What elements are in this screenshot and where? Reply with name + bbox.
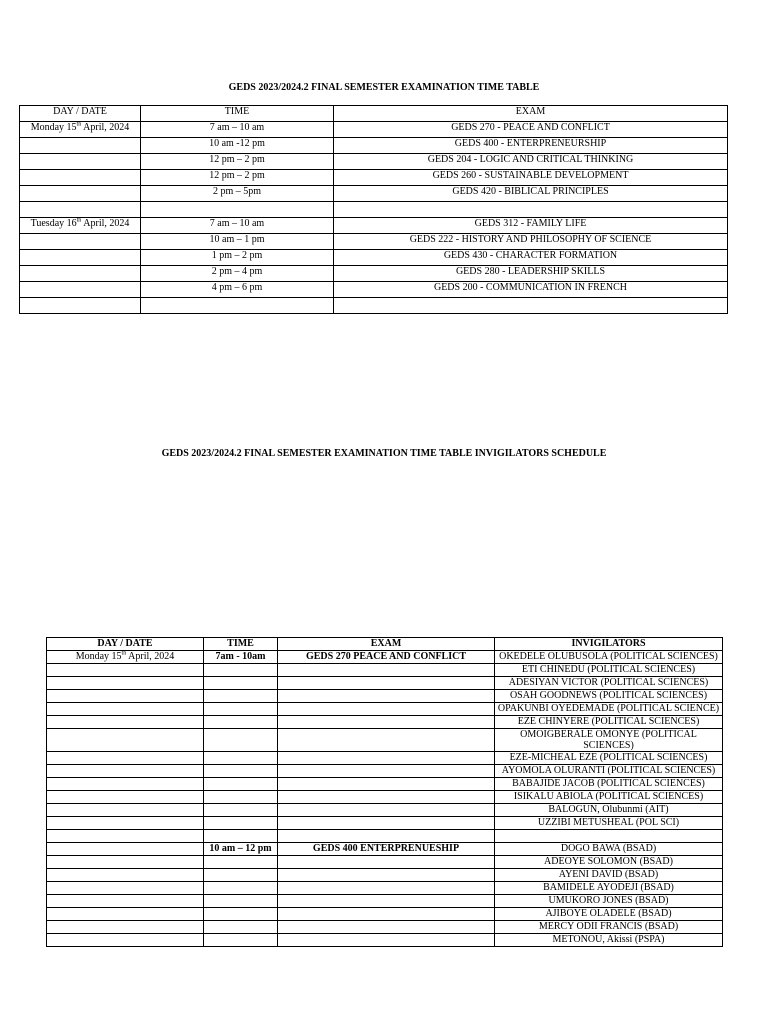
invigilator-cell: BAMIDELE AYODEJI (BSAD) [495,882,723,895]
table-row [20,250,728,266]
exam-cell [278,778,495,791]
day-date-cell [47,882,204,895]
day-date-cell [20,266,141,282]
table-row [20,138,728,154]
invigilator-cell: ISIKALU ABIOLA (POLITICAL SCIENCES) [495,791,723,804]
time-cell: 4 pm – 6 pm [141,282,334,298]
exam-cell [278,703,495,716]
day-date-cell [47,651,204,664]
exam-cell [278,729,495,752]
time-cell: 12 pm – 2 pm [141,170,334,186]
invigilator-cell: AYOMOLA OLURANTI (POLITICAL SCIENCES) [495,765,723,778]
table-row [20,282,728,298]
invigilator-cell: EZE-MICHEAL EZE (POLITICAL SCIENCES) [495,752,723,765]
day-date-cell [20,170,141,186]
exam-cell: GEDS 200 - COMMUNICATION IN FRENCH [334,282,728,298]
time-cell: 2 pm – 4 pm [141,266,334,282]
table-row [47,765,723,778]
day-date-cell [47,716,204,729]
month-year-text: April, 2024 [81,122,130,133]
header-invigilators: INVIGILATORS [495,638,723,651]
exam-cell [278,830,495,843]
day-date-cell [47,765,204,778]
exam-cell [278,908,495,921]
table-row [47,791,723,804]
exam-cell [278,690,495,703]
table-row [47,921,723,934]
header-day-date: DAY / DATE [47,638,204,651]
invigilator-cell: BABAJIDE JACOB (POLITICAL SCIENCES) [495,778,723,791]
table-row [47,934,723,947]
exam-cell [278,895,495,908]
table-row [47,843,723,856]
day-date-cell [47,664,204,677]
day-date-cell [20,154,141,170]
table-row [47,882,723,895]
invigilators-schedule [46,637,723,947]
time-cell [204,882,278,895]
day-date-cell [47,843,204,856]
day-date-cell [20,138,141,154]
time-cell [141,202,334,218]
invigilator-cell: AYENI DAVID (BSAD) [495,869,723,882]
exam-cell: GEDS 270 PEACE AND CONFLICT [278,651,495,664]
table-row [20,186,728,202]
month-year-text: April, 2024 [126,651,175,662]
day-date-cell [20,234,141,250]
table-row [47,869,723,882]
exam-cell [278,716,495,729]
table-row [47,729,723,752]
day-date-cell [20,122,141,138]
day-date-cell [47,791,204,804]
day-date-cell [47,921,204,934]
time-cell [204,752,278,765]
day-date-cell [47,869,204,882]
header-time: TIME [204,638,278,651]
invigilator-cell: OKEDELE OLUBUSOLA (POLITICAL SCIENCES) [495,651,723,664]
time-cell: 7am - 10am [204,651,278,664]
time-cell [204,729,278,752]
exam-cell [278,934,495,947]
invigilator-cell: UMUKORO JONES (BSAD) [495,895,723,908]
time-cell: 12 pm – 2 pm [141,154,334,170]
time-cell [204,869,278,882]
header-time: TIME [141,106,334,122]
exam-cell [278,791,495,804]
table-row [47,804,723,817]
invigilator-cell: METONOU, Akissi (PSPA) [495,934,723,947]
time-cell [204,791,278,804]
day-ordinal-suffix: th [121,650,127,657]
time-cell: 7 am – 10 am [141,122,334,138]
table-row [47,778,723,791]
day-date-cell [47,830,204,843]
exam-cell [278,677,495,690]
day-ordinal-suffix: th [76,121,82,128]
exam-cell: GEDS 260 - SUSTAINABLE DEVELOPMENT [334,170,728,186]
time-cell: 10 am -12 pm [141,138,334,154]
exam-cell: GEDS 270 - PEACE AND CONFLICT [334,122,728,138]
day-date-cell [47,778,204,791]
exam-cell: GEDS 420 - BIBLICAL PRINCIPLES [334,186,728,202]
exam-cell: GEDS 400 - ENTERPRENEURSHIP [334,138,728,154]
time-cell: 10 am – 1 pm [141,234,334,250]
exam-cell [278,856,495,869]
exam-cell: GEDS 280 - LEADERSHIP SKILLS [334,266,728,282]
invigilator-cell: ADESIYAN VICTOR (POLITICAL SCIENCES) [495,677,723,690]
invigilator-cell: EZE CHINYERE (POLITICAL SCIENCES) [495,716,723,729]
exam-cell [334,298,728,314]
table-row [47,651,723,664]
header-day-date: DAY / DATE [20,106,141,122]
day-text: Monday 15 [30,122,77,133]
invigilator-cell: DOGO BAWA (BSAD) [495,843,723,856]
time-cell [204,817,278,830]
table-row [47,677,723,690]
day-date-cell [47,895,204,908]
time-cell [204,921,278,934]
day-date-cell [20,282,141,298]
time-cell: 7 am – 10 am [141,218,334,234]
exam-cell: GEDS 222 - HISTORY AND PHILOSOPHY OF SCIENCE [334,234,728,250]
table-header-row [47,638,723,651]
invigilator-cell [495,830,723,843]
time-cell [204,690,278,703]
table-row [47,716,723,729]
time-cell [204,908,278,921]
time-cell [204,934,278,947]
day-text: Monday 15 [75,651,122,662]
table-row [20,234,728,250]
invigilators-title: GEDS 2023/2024.2 FINAL SEMESTER EXAMINATION TIME TABLE INVIGILATORS SCHEDULE [161,448,607,459]
time-cell [204,830,278,843]
time-cell [204,765,278,778]
table-row [47,703,723,716]
table-row [47,895,723,908]
invigilator-cell: ETI CHINEDU (POLITICAL SCIENCES) [495,664,723,677]
exam-cell: GEDS 204 - LOGIC AND CRITICAL THINKING [334,154,728,170]
table-row [20,202,728,218]
table-row [47,817,723,830]
time-cell [204,804,278,817]
invigilator-cell: UZZIBI METUSHEAL (POL SCI) [495,817,723,830]
exam-timetable [19,105,728,314]
table-row [47,856,723,869]
day-date-cell [20,250,141,266]
exam-cell [334,202,728,218]
day-date-cell [20,218,141,234]
header-exam: EXAM [334,106,728,122]
invigilator-cell: BALOGUN, Olubunmi (AIT) [495,804,723,817]
exam-cell [278,817,495,830]
table-row [47,690,723,703]
day-date-cell [47,729,204,752]
time-cell [204,677,278,690]
time-cell [141,298,334,314]
day-date-cell [47,908,204,921]
table-row [47,664,723,677]
day-date-cell [47,817,204,830]
invigilator-cell: AJIBOYE OLADELE (BSAD) [495,908,723,921]
exam-cell [278,664,495,677]
time-cell [204,895,278,908]
day-date-cell [20,186,141,202]
exam-cell: GEDS 430 - CHARACTER FORMATION [334,250,728,266]
day-date-cell [47,752,204,765]
invigilator-cell: OPAKUNBI OYEDEMADE (POLITICAL SCIENCE) [495,703,723,716]
time-cell [204,703,278,716]
table-row [20,122,728,138]
table-row [47,752,723,765]
invigilator-cell: OMOIGBERALE OMONYE (POLITICAL SCIENCES) [495,729,723,752]
day-date-cell [47,934,204,947]
day-date-cell [47,677,204,690]
exam-cell [278,752,495,765]
invigilator-cell: MERCY ODII FRANCIS (BSAD) [495,921,723,934]
day-date-cell [47,856,204,869]
exam-cell [278,765,495,778]
time-cell: 2 pm – 5pm [141,186,334,202]
exam-cell: GEDS 312 - FAMILY LIFE [334,218,728,234]
table-row [20,170,728,186]
time-cell [204,778,278,791]
table-row [47,830,723,843]
exam-cell [278,869,495,882]
exam-cell [278,804,495,817]
exam-cell [278,882,495,895]
time-cell [204,856,278,869]
month-year-text: April, 2024 [81,218,130,229]
table-header-row [20,106,728,122]
table-row [20,298,728,314]
table-row [20,266,728,282]
day-date-cell [47,804,204,817]
day-date-cell [20,298,141,314]
day-ordinal-suffix: th [76,217,82,224]
time-cell [204,664,278,677]
exam-cell: GEDS 400 ENTERPRENUESHIP [278,843,495,856]
time-cell: 10 am – 12 pm [204,843,278,856]
time-cell: 1 pm – 2 pm [141,250,334,266]
day-date-cell [20,202,141,218]
timetable-title: GEDS 2023/2024.2 FINAL SEMESTER EXAMINATION TIME TABLE [228,82,540,93]
table-row [20,218,728,234]
invigilator-cell: OSAH GOODNEWS (POLITICAL SCIENCES) [495,690,723,703]
day-date-cell [47,703,204,716]
header-exam: EXAM [278,638,495,651]
table-row [20,154,728,170]
invigilator-cell: ADEOYE SOLOMON (BSAD) [495,856,723,869]
day-date-cell [47,690,204,703]
day-text: Tuesday 16 [30,218,77,229]
exam-cell [278,921,495,934]
time-cell [204,716,278,729]
table-row [47,908,723,921]
